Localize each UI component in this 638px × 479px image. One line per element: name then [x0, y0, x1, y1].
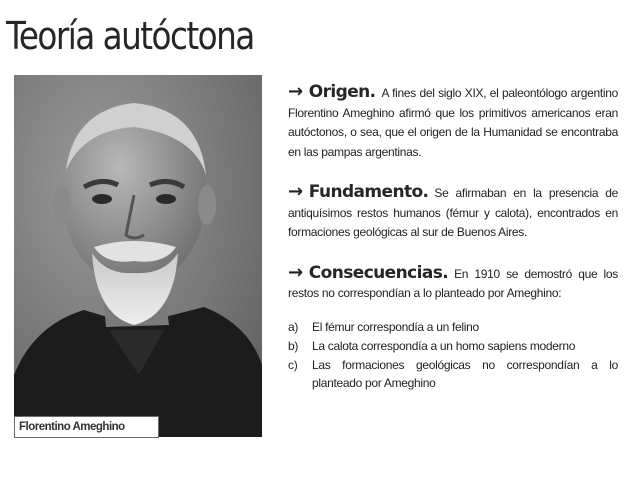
- section-text: En 1910 se demostró que los restos no correspondían a lo planteado por Ameghino:: [288, 266, 618, 300]
- list-item-text: La calota correspondía a un homo sapiens moderno: [312, 338, 576, 353]
- list-marker: b): [288, 338, 299, 353]
- section-origen: [288, 82, 618, 162]
- list-item-text: Las formaciones geológicas no correspondían a lo planteado por Ameghino: [312, 357, 618, 390]
- photo-caption: Florentino Ameghino: [14, 416, 159, 438]
- list-item: [288, 356, 618, 392]
- arrow-icon: →: [288, 261, 303, 283]
- list-marker: a): [288, 319, 299, 334]
- list-item: [288, 318, 618, 336]
- consequences-list: [288, 318, 618, 392]
- list-item-text: El fémur correspondía a un felino: [312, 319, 479, 334]
- section-fundamento: [288, 182, 618, 243]
- list-item: [288, 337, 618, 355]
- portrait-illustration: [14, 75, 262, 437]
- section-heading: Consecuencias.: [308, 262, 449, 283]
- section-text: A fines del siglo XIX, el paleontólogo argentino Florentino Ameghino afirmó que los primitivos americanos eran autóctonos, o sea, que el origen de la Humanidad se encontraba en las pampas argentinas.: [288, 86, 618, 159]
- section-heading: Fundamento.: [308, 182, 429, 202]
- arrow-icon: →: [288, 81, 303, 102]
- section-text: Se afirmaban en la presencia de antiquísimos restos humanos (fémur y calota), encontrados en formaciones geológicas al sur de Buenos Aires.: [288, 186, 618, 239]
- slide-content: [288, 82, 618, 393]
- portrait-photo: [14, 75, 262, 437]
- slide-title: Teoría autóctona: [6, 14, 254, 58]
- list-marker: c): [288, 357, 298, 372]
- section-heading: Origen.: [308, 82, 376, 102]
- arrow-icon: →: [288, 181, 303, 202]
- section-consecuencias: [288, 263, 618, 304]
